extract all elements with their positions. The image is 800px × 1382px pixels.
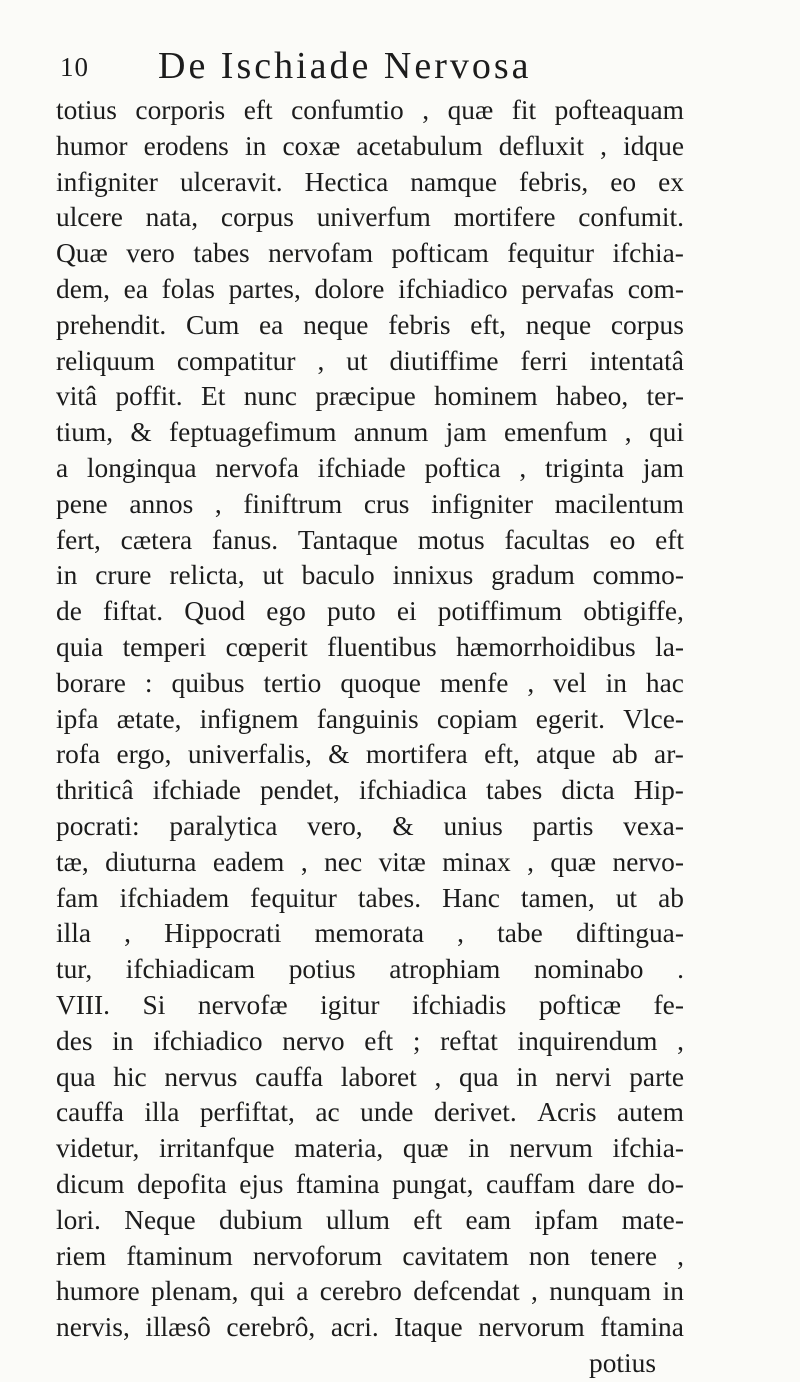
body-text [56, 93, 684, 1382]
text-line: de fiftat. Quod ego puto ei potiffimum obtigiffe, [56, 596, 684, 627]
text-line: totius corporis eft confumtio , quæ fit pofteaquam [56, 95, 684, 125]
text-line: tur, ifchiadicam potius atrophiam nominabo . [56, 954, 684, 985]
text-line: thriticâ ifchiade pendet, ifchiadica tabes dicta Hip- [56, 775, 684, 806]
text-line: fert, cætera fanus. Tantaque motus facultas eo eft [56, 524, 684, 555]
text-line: quia temperi cœperit fluentibus hæmorrhoidibus la- [56, 631, 684, 662]
text-line: humore plenam, qui a cerebro defcendat , nunquam in [56, 1276, 684, 1307]
text-line: ipfa ætate, infignem fanguinis copiam egerit. Vlce- [56, 703, 684, 734]
text-line: illa , Hippocrati memorata , tabe diftingua- [56, 918, 684, 949]
text-line: pene annos , finiftrum crus infigniter macilentum [56, 488, 684, 519]
text-line: a longinqua nervofa ifchiade poftica , triginta jam [56, 452, 684, 483]
text-line: videtur, irritanfque materia, quæ in nervum ifchia- [56, 1133, 684, 1164]
text-line: tium, & feptuagefimum annum jam emenfum , qui [56, 417, 684, 448]
running-title: De Ischiade Nervosa [158, 45, 532, 87]
text-line: infigniter ulceravit. Hectica namque febris, eo ex [56, 166, 684, 197]
text-line: des in ifchiadico nervo eft ; reftat inquirendum , [56, 1025, 684, 1056]
text-line: reliquum compatitur , ut diutiffime ferri intentatâ [56, 345, 684, 376]
text-line: ulcere nata, corpus univerfum mortifere confumit. [56, 202, 684, 233]
text-line: dem, ea folas partes, dolore ifchiadico pervafas com- [56, 273, 684, 304]
text-line: riem ftaminum nervoforum cavitatem non tenere , [56, 1240, 684, 1271]
text-line: humor erodens in coxæ acetabulum defluxit , idque [56, 130, 684, 161]
text-line: fam ifchiadem fequitur tabes. Hanc tamen, ut ab [56, 882, 684, 913]
catchword: potius [589, 1347, 656, 1378]
text-line: VIII. Si nervofæ igitur ifchiadis pofticæ fe- [56, 989, 684, 1020]
page-header [60, 44, 680, 90]
text-line: qua hic nervus cauffa laboret , qua in nervi parte [56, 1061, 684, 1092]
text-line: tæ, diuturna eadem , nec vitæ minax , quæ nervo- [56, 846, 684, 877]
text-line: borare : quibus tertio quoque menfe , vel in hac [56, 667, 684, 698]
text-line: vitâ poffit. Et nunc præcipue hominem habeo, ter- [56, 381, 684, 412]
text-line: nervis, illæsô cerebrô, acri. Itaque nervorum ftamina [56, 1312, 684, 1343]
text-line: prehendit. Cum ea neque febris eft, neque corpus [56, 309, 684, 340]
text-line: Quæ vero tabes nervofam pofticam fequitur ifchia- [56, 238, 684, 269]
text-line: cauffa illa perfiftat, ac unde derivet. Acris autem [56, 1097, 684, 1128]
text-line: lori. Neque dubium ullum eft eam ipfam mate- [56, 1204, 684, 1235]
text-line: dicum depofita ejus ftamina pungat, cauffam dare do- [56, 1168, 684, 1199]
text-line: rofa ergo, univerfalis, & mortifera eft, atque ab ar- [56, 739, 684, 770]
text-line: pocrati: paralytica vero, & unius partis vexa- [56, 810, 684, 841]
page-number: 10 [60, 52, 89, 82]
text-line: in crure relicta, ut baculo innixus gradum commo- [56, 560, 684, 591]
